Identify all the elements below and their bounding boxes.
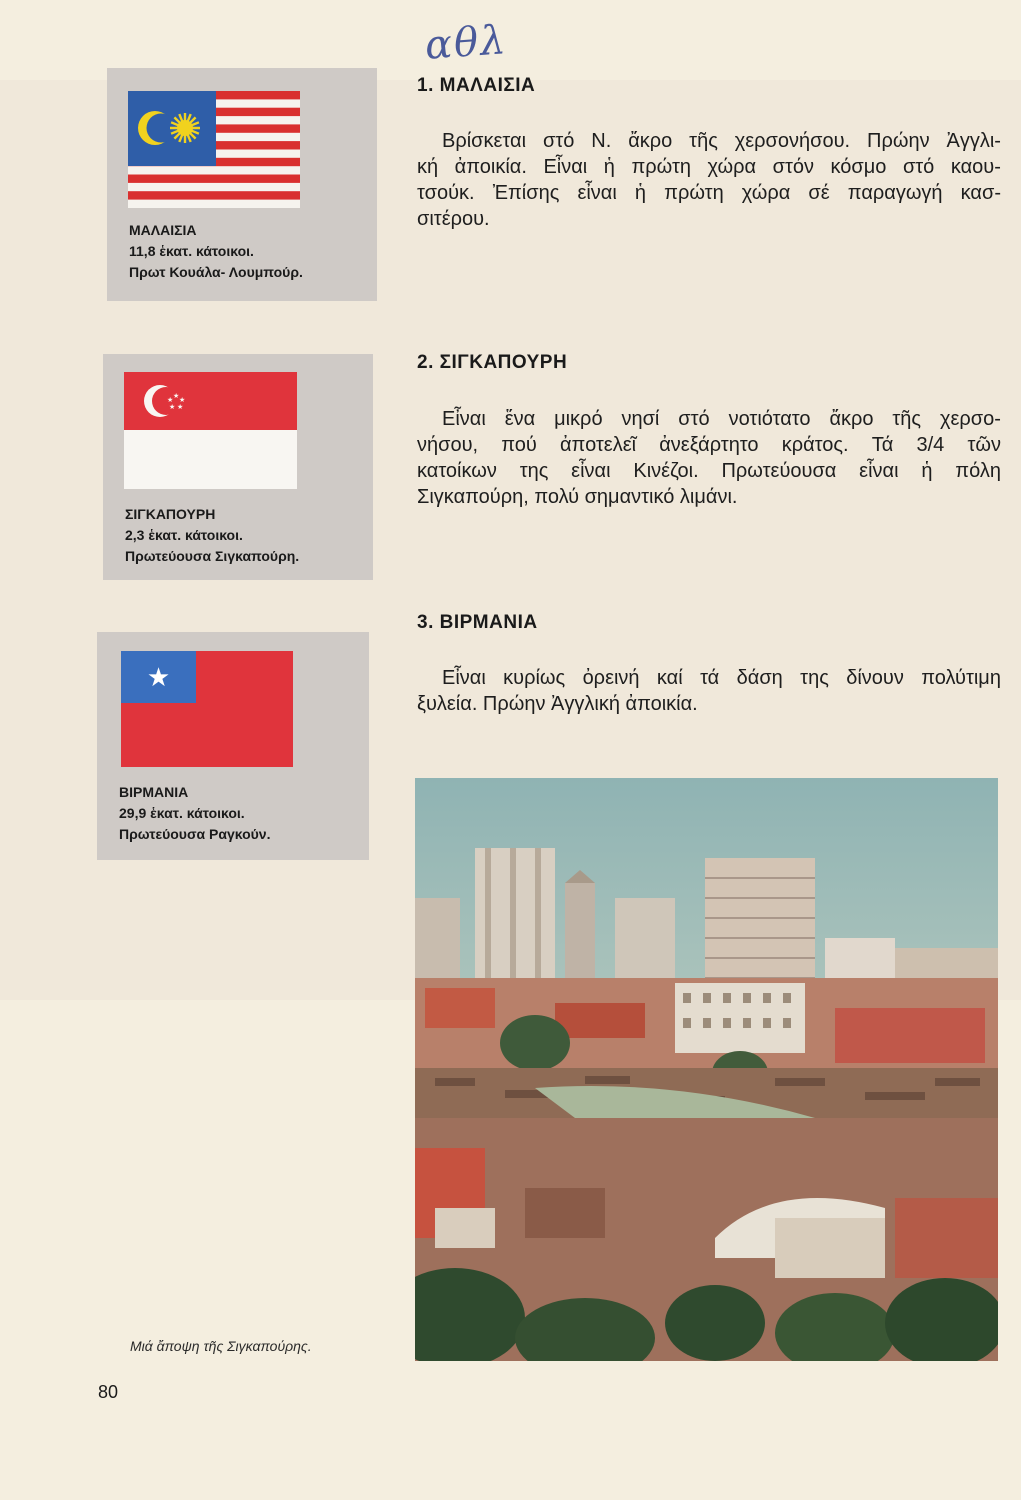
text-line: κατοίκων της εἶναι Κινέζοι. Πρωτεύουσα εἶναι ἡ πόλη bbox=[417, 460, 1001, 482]
page-number: 80 bbox=[98, 1382, 119, 1402]
malaysia-name: ΜΑΛΑΙΣΙΑ bbox=[129, 222, 197, 238]
text-line: νήσου, πού ἀποτελεῖ ἀνεξάρτητο κράτος. Τά 3/4 τῶν bbox=[417, 434, 1001, 456]
burma-caption bbox=[119, 782, 270, 845]
text-line: ξυλεία. Πρώην Ἀγγλική ἀποικία. bbox=[417, 693, 698, 715]
malaysia-flag bbox=[128, 91, 300, 208]
singapore-cityscape-image bbox=[415, 778, 998, 1361]
handwritten-note: αθλ bbox=[423, 17, 509, 69]
text-line: Εἶναι κυρίως ὀρεινή καί τά δάση της δίνουν πολύτιμη bbox=[442, 667, 1001, 689]
heading-singapore: 2. ΣΙΓΚΑΠΟΥΡΗ bbox=[417, 352, 568, 373]
text-malaysia bbox=[417, 128, 1001, 232]
text-singapore bbox=[417, 406, 1001, 510]
burma-flag bbox=[121, 651, 293, 767]
burma-capital: Πρωτεύουσα Ραγκούν. bbox=[119, 826, 271, 842]
svg-text:★: ★ bbox=[179, 396, 186, 404]
malaysia-capital: Πρωτ Κουάλα- Λουμπούρ. bbox=[129, 264, 303, 280]
text-line: κή ἀποικία. Εἶναι ἡ πρώτη χώρα στόν κόσμο στό καου- bbox=[417, 156, 1001, 178]
burma-name: ΒΙΡΜΑΝΙΑ bbox=[119, 784, 189, 800]
malaysia-caption bbox=[129, 220, 303, 283]
flag-card-malaysia bbox=[107, 68, 377, 301]
text-line: τσούκ. Ἐπίσης εἶναι ἡ πρώτη χώρα σέ παραγωγή κασ- bbox=[417, 182, 1001, 204]
singapore-capital: Πρωτεύουσα Σιγκαπούρη. bbox=[125, 548, 300, 564]
svg-text:★: ★ bbox=[146, 663, 171, 693]
heading-malaysia: 1. ΜΑΛΑΙΣΙΑ bbox=[417, 75, 536, 96]
singapore-caption bbox=[125, 504, 299, 567]
singapore-photo bbox=[415, 778, 998, 1361]
svg-text:★: ★ bbox=[167, 396, 174, 404]
singapore-population: 2,3 ἑκατ. κάτοικοι. bbox=[125, 527, 243, 543]
text-line: Βρίσκεται στό Ν. ἄκρο τῆς χερσονήσου. Πρώην Ἀγγλι- bbox=[442, 130, 1001, 152]
flag-card-singapore bbox=[103, 354, 373, 580]
text-line: σιτέρου. bbox=[417, 208, 490, 230]
svg-text:★: ★ bbox=[169, 403, 176, 411]
text-line: Σιγκαπούρη, πολύ σημαντικό λιμάνι. bbox=[417, 486, 738, 508]
text-burma bbox=[417, 665, 1001, 717]
flag-card-burma bbox=[97, 632, 369, 860]
singapore-name: ΣΙΓΚΑΠΟΥΡΗ bbox=[125, 506, 216, 522]
burma-population: 29,9 ἑκατ. κάτοικοι. bbox=[119, 805, 245, 821]
svg-text:★: ★ bbox=[173, 392, 180, 400]
malaysia-population: 11,8 ἑκατ. κάτοικοι. bbox=[129, 243, 254, 259]
singapore-flag bbox=[124, 372, 297, 489]
text-line: Εἶναι ἕνα μικρό νησί στό νοτιότατο ἄκρο τῆς χερσο- bbox=[442, 408, 1001, 430]
heading-burma: 3. ΒΙΡΜΑΝΙΑ bbox=[417, 612, 538, 633]
svg-text:★: ★ bbox=[177, 403, 184, 411]
photo-caption: Μιά ἄποψη τῆς Σιγκαπούρης. bbox=[130, 1338, 312, 1354]
